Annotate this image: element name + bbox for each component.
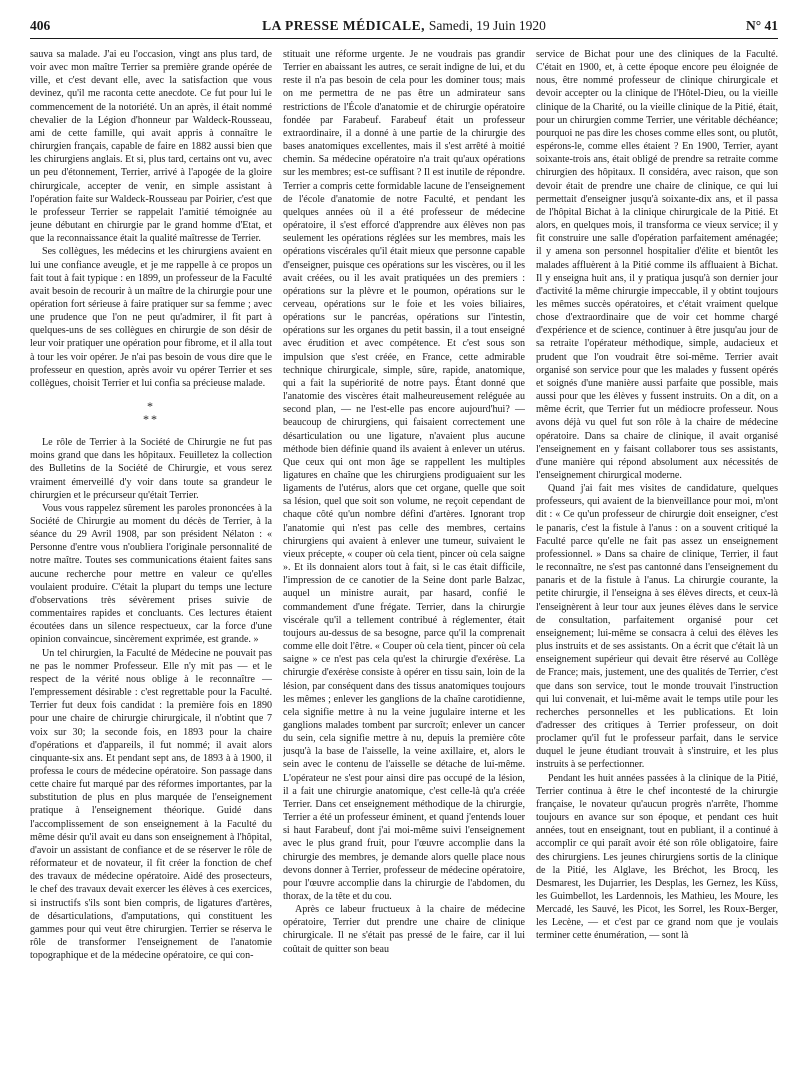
paragraph: Quand j'ai fait mes visites de candidature, quelques professeurs, qui avaient de la bienveillance pour moi, m'ont dit : « Ce qu'un professeur de chirurgie doit enseigner, c'est le panaris, c'est la fistule à l'anus : on a souvent critiqué la Faculté parce qu'elle ne fait pas assez un enseignement professionnel. » Dans sa chaire de clinique, Terrier, il faut le reconnaître, ne s'est pas cantonné dans l'enseignement du panaris et de la fistule à l'anus. La chirurgie courante, la petite chirurgie, il l'enseigna à ses élèves directs, et ceux-là l'enseignèrent à leur tour aux jeunes élèves dans le service de consultation, parfaitement organisé pour cet enseignement; lui-même se consacra à celui des élèves les plus instruits et de ses assistants. On a écrit que c'était là un enseignement supérieur qui devait être réservé au Collège de France; mais, justement, une des qualités de Terrier, c'est que dans son service, tout le monde trouvait l'instruction qui lui convenait, et lui-même avait le temps utile pour les recherches personnelles et les publications. Et loin d'adresser des critiques à Terrier professeur, on doit proclamer qu'il fut le professeur parfait, dans le service duquel le jeune étudiant trouvait à s'instruire, et les plus instruits à se perfectionner. <box>536 483 778 771</box>
column-1 <box>30 48 272 1076</box>
paragraph: sauva sa malade. J'ai eu l'occasion, vingt ans plus tard, de voir avec mon maître Terrier sa première grande opérée de ville, et c'est devant elle, avec la satisfaction que vous devinez, qu'il me raconta cette anecdote. Ce fut pour lui le commencement de la notoriété. Un an après, il était nommé chevalier de la Légion d'honneur par Waldeck-Rousseau, ami de cette famille, qui avait appris à connaître le chirurgien français, capable de faire en 1882 aussi bien que les chirurgiens anglais. Et si, plus tard, certains ont vu, avec un peu d'étonnement, Terrier, arrivé à l'apogée de la gloire chirurgicale, accepter de venir, en simple assistant à l'opération faite sur Waldeck-Rousseau par Poirier, c'est que le professeur Terrier se rappelait l'amitié témoignée au jeune débutant en chirurgie par le grand homme d'Etat, et que la reconnaissance était la qualité maîtresse de Terrier. <box>30 49 272 245</box>
paragraph: Pendant les huit années passées à la clinique de la Pitié, Terrier continua à être le chef incontesté de la chirurgie française, le novateur qu'aucun progrès n'arrête, l'homme toujours en avance sur son époque, et pendant ces huit années, tout en enseignant, tout en publiant, il a continué à accomplir ce qui paraît avoir été son rôle obligatoire, faire des chirurgiens. Les jeunes chirurgiens sortis de la clinique de la Pitié, les Alglave, les Bréchot, les Brocq, les Desmarest, les Dujarrier, les Desplas, les Gernez, les Küss, les Guimbellot, les Lardennois, les Mathieu, les Moure, les Mercadé, les Sauvé, les Picot, les Sorrel, les Roux-Berger, les Lecène, — et c'est par ce grand nom que je voulais terminer cette énumération, — sont là <box>536 772 778 942</box>
page-header <box>30 16 778 39</box>
paragraph: Un tel chirurgien, la Faculté de Médecine ne pouvait pas ne pas le nommer Professeur. Elle n'y mit pas — et le respect de la vérité nous oblige à le reconnaître — l'empressement désirable : c'est regrettable pour la Faculté. Terrier fut deux fois candidat : la première fois en 1890 pour une chaire de chirurgie chirurgicale, il n'obtint que 7 voix sur 30; la seconde fois, en 1893 pour la chaire d'opérations et d'appareils, il fut nommé; il avait alors cinquante-six ans. Et pendant sept ans, de 1893 à à 1900, il professa le cours de médecine opératoire. Son passage dans cette chaire fut marqué par des réformes importantes, par la substitution de plus en plus marquée de l'enseignement pratique à l'enseignement théorique. Guidé dans l'accomplissement de son enseignement à la Faculté du même désir qu'il avait eu dans son enseignement à l'hôpital, d'avoir un assistant de confiance et de se réserver le rôle de réformateur et de novateur, il fit créer la fonction de chef des travaux de médecine opératoire. Aidé des prosecteurs, le chef des travaux devait exercer les élèves à ces exercices, si instructifs s'ils sont bien compris, de ligatures d'artères, de désarticulations, d'amputations, qui constituent les gammes pour qui veut être chirurgien. Terrier se réserva le rôle de transformer l'enseignement de l'anatomie topographique et de la médecine opératoire, ce qui con- <box>30 647 272 962</box>
running-title <box>30 18 778 34</box>
issue-number: N° 41 <box>745 18 778 33</box>
paragraph: Le rôle de Terrier à la Société de Chirurgie ne fut pas moins grand que dans les hôpitaux. Feuilletez la collection des Bulletins de la Société de Chirurgie, et vous serez vraiment émerveillé d'y voir dans toute sa grandeur le chirurgien et le précurseur qu'était Terrier. <box>30 437 272 501</box>
column-3 <box>536 48 778 1076</box>
article-body <box>30 48 778 1076</box>
page-number: 406 <box>30 18 51 33</box>
paragraph: stituait une réforme urgente. Je ne voudrais pas grandir Terrier en abaissant les autres, ce serait indigne de lui, et du reste il n'a pas besoin de cela pour les dominer tous; mais on me permettra de ne pas être un admirateur sans restrictions de l'École d'anatomie et de chirurgie opératoire fondée par Farabeuf. Farabeuf était un professeur extraordinaire, il a donné à une partie de la chirurgie des bases anatomiques excellentes, mais il s'est arrêté à moitié chemin. Sa médecine opératoire n'a trait qu'aux opérations sur les membres; est-ce suffisant ? Il est inutile de répondre. Terrier a compris cette formidable lacune de l'enseignement de l'école d'anatomie de notre Faculté, et pendant les quelques années où il a été professeur de médecine opératoire, il s'est efforcé d'apprendre aux élèves non pas seulement les opérations réglées sur les membres, mais les opérations viscérales qu'il était mieux que personne capable d'enseigner, puisque ces opérations sur les viscères, ou il les avait créées, ou il les avait pratiquées un des premiers : opérations sur la plèvre et le poumon, opérations sur le cerveau, opérations sur le foie et les voies biliaires, opérations sur le pancréas, opérations sur l'intestin, opérations sur les organes du petit bassin, il a tout enseigné avec érudition et avec compétence. Et c'est sous son impulsion que s'est créée, en France, cette admirable technique chirurgicale, simple, sûre, rapide, anatomique, qui a fait la supériorité de notre pays. Étant donné que l'anatomie des viscères était malheureusement reléguée au second plan, — ne l'est-elle pas encore aujourd'hui? — beaucoup de chirurgiens, qui faisaient correctement une désarticulation ou une ligature, n'avaient plus aucune méthode bien définie quand ils avaient à enlever un utérus. Que ceux qui ont mon âge se rappellent les multiples ligatures en chaîne que les chirurgiens prodiguaient sur les ligaments de l'utérus, alors que cet organe, quelle que soit sa lésion, quel que soit son volume, ne reçoit cependant de chaque côté qu'un nombre défini d'artères. Ignorant trop l'anatomie qui n'est pas celle des membres, certains chirurgiens qui avaient à enlever une tumeur, suivaient le vieux précepte, « couper où cela tient, pincer où cela saigne ». Et ils donnaient alors tout à fait, si le cas était difficile, l'impression de ce canotier de la Seine dont parle Balzac, auquel un ministre aurait, par hasard, confié le commandement d'une frégate. Terrier, dans la chirurgie viscérale qu'il a tellement contribué à réglementer, était toujours au-dessus de sa besogne, parce qu'il la comprenait comme elle doit l'être. « Couper où cela tient, pincer où cela saigne » ce n'est pas cela qu'est la chirurgie d'exérèse. La chirurgie d'exérèse consiste à opérer en tissu sain, loin de la lésion, par conséquent dans des tissus anatomiques toujours les mêmes ; enlever les ganglions de la chaîne carotidienne, cela signifie mettre à nu la veine jugulaire interne et les ganglions malades tombent par surcroît; enlever un cancer du sein, cela signifie mettre à nu, depuis la première côte jusqu'à la base de l'aisselle, la veine axillaire, et, alors le sein avec le contenu de l'aisselle se détache de lui-même. L'opérateur ne s'est pour ainsi dire pas occupé de la lésion, il a fait une chirurgie anatomique, c'est celle-là qu'a créée Terrier. Dans cet enseignement méthodique de la chirurgie, Terrier a été un professeur éminent, et quand j'entends louer si haut Farabeuf, dont j'ai moi-même suivi l'enseignement avec le plus grand fruit, pour l'œuvre accomplie dans la chirurgie des membres, je demande alors quelle place nous devons donner à Terrier, professeur de médecine opératoire, pour l'œuvre accomplie dans la chirurgie de l'abdomen, du thorax, de la tête et du cou. <box>283 49 525 902</box>
journal-name: LA PRESSE MÉDICALE, <box>262 18 426 33</box>
paragraph: Ses collègues, les médecins et les chirurgiens avaient en lui une confiance aveugle, et je me rappelle à ce propos un fait tout à fait typique : en 1899, un professeur de la Faculté avait besoin de recourir à un maître de la chirurgie pour une opération fort sérieuse à faire pratiquer sur sa femme ; avec une prudence que l'on ne peut qu'admirer, il fit part à quelques-uns de ses collègues en chirurgie de son désir de leur voir pratiquer une opération pour fibrome, et il alla tout à tour les voir opérer. Je n'ai pas besoin de vous dire que le professeur en question, après avoir vu opérer Terrier et ses collègues, choisit Terrier et lui confia sa précieuse malade. <box>30 246 272 389</box>
section-separator: * ** <box>143 399 159 427</box>
paragraph: Vous vous rappelez sûrement les paroles prononcées à la Société de Chirurgie au moment du décès de Terrier, à la séance du 29 Avril 1908, par son président Nélaton : « Personne d'entre vous n'oubliera l'originale personnalité de notre maître. Toutes ses communications étaient faites sans aucune recherche pour mettre en valeur ce qu'elles voulaient produire. C'était la plupart du temps une lecture d'observations très sévèrement prises suivie de commentaires rapides et concluants. Ces lectures étaient écoutées dans un silence respectueux, car la force d'une opinion convaincue, sincèrement exprimée, est grande. » <box>30 502 272 646</box>
paragraph: service de Bichat pour une des cliniques de la Faculté. C'était en 1900, et, à cette époque encore peu éloignée de nous, être nommé professeur de clinique chirurgicale et devoir accepter ou la clinique de l'Hôtel-Dieu, ou la vieille clinique de la Charité, ou la vieille clinique de la Pitié, était, pour un chirurgien comme Terrier, une véritable déchéance; pourquoi ne pas dire les choses comme elles sont, ou plutôt, espérons-le, comme elles étaient ? En 1900, Terrier, ayant soixante-trois ans, était obligé de prendre sa retraite comme chirurgien des hôpitaux. Il considéra, avec raison, que son devoir était de prendre une chaire de clinique, ce qui lui permettait d'enseigner jusqu'à soixante-dix ans, et il passa de l'hôpital Bichat à la clinique chirurgicale de la Pitié. Et alors, en quelques mois, il transforma ce vieux service; il y fit construire une salle d'opération parfaitement aménagée; il y amena son personnel hospitalier d'élite et bientôt les malades affluèrent à la Pitié comme ils affluaient à Bichat. Il y enseigna huit ans, il y pratiqua jusqu'à son dernier jour d'activité la même chirurgie impeccable, il y obtint toujours les mêmes succès opératoires, et c'était vraiment quelque chose d'extraordinaire que de voir cet homme chargé d'expérience et de science, continuer à être jusqu'au jour de sa retraite l'opérateur méthodique, simple, audacieux et prudent que l'on voudrait être soi-même. Terrier avait organisé son service pour que les malades y fussent opérés et soignés d'une manière aussi parfaite que possible, mais aussi pour que les élèves y fussent instruits. On a dit, on a même écrit, que Terrier fut un médiocre professeur. Nous avons déjà vu quel fut son rôle à la chaire de médecine opératoire. Dans sa chaire de clinique, il avait organisé l'enseignement en y faisant collaborer tous ses assistants, d'une manière qui répond absolument aux nécessités de l'enseignement chirurgical moderne. <box>536 49 778 481</box>
paragraph: Après ce labeur fructueux à la chaire de médecine opératoire, Terrier dut prendre une chaire de clinique chirurgicale. Il ne s'était pas pressé de le faire, car il lui coûtait de quitter son beau <box>283 904 525 955</box>
column-2 <box>283 48 525 1076</box>
issue-date: Samedi, 19 Juin 1920 <box>428 18 546 33</box>
